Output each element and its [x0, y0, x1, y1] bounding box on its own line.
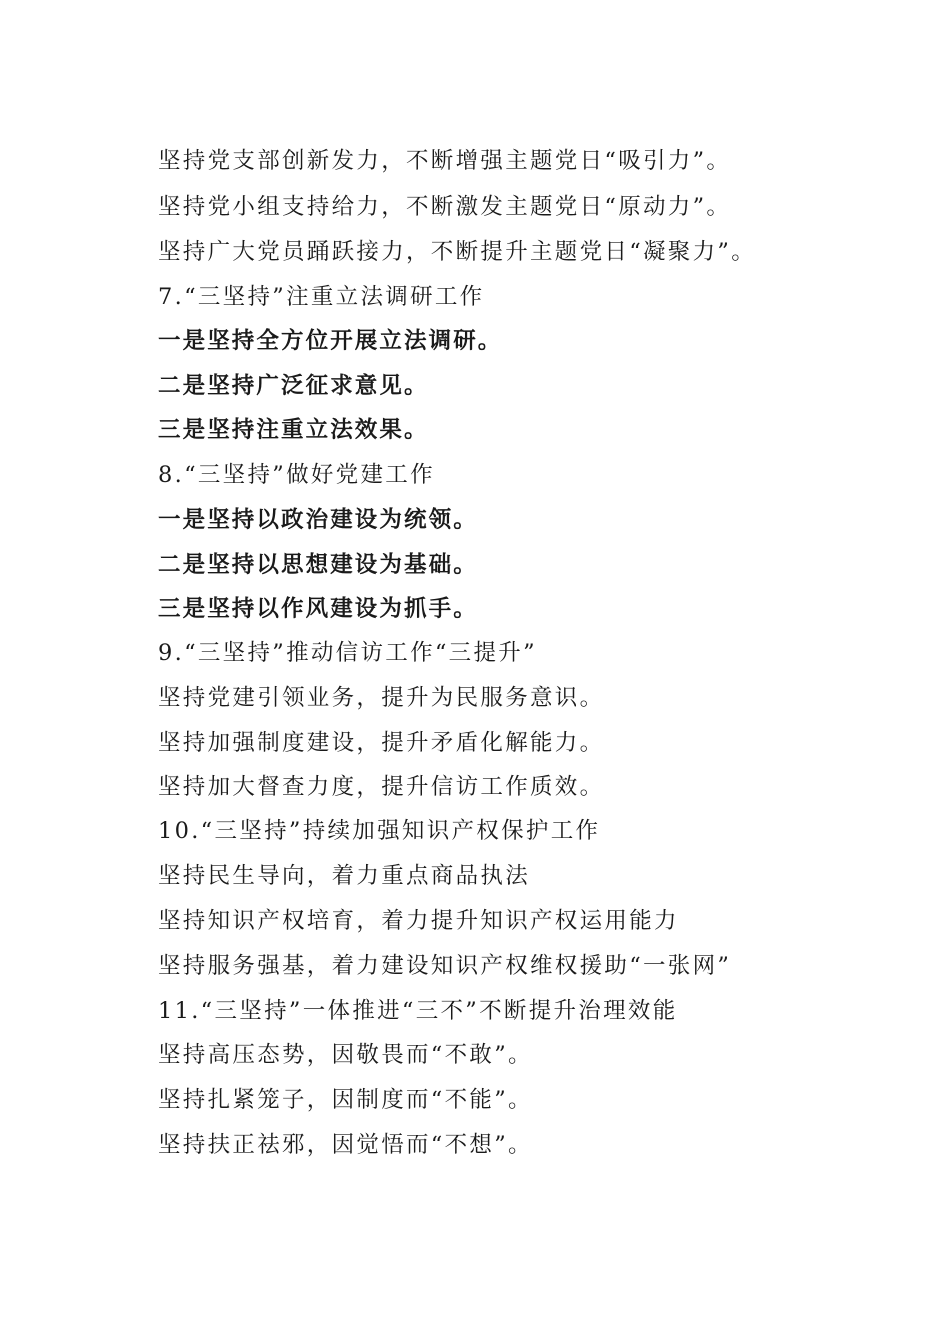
paragraph-line: 坚持高压态势，因敬畏而“不敢”。: [158, 1042, 533, 1068]
paragraph-line: 坚持扎紧笼子，因制度而“不能”。: [158, 1087, 533, 1113]
section-heading: 9.“三坚持”推动信访工作“三提升”: [158, 640, 537, 666]
paragraph-line: 坚持党支部创新发力，不断增强主题党日“吸引力”。: [158, 148, 732, 174]
paragraph-line: 坚持加大督查力度，提升信访工作质效。: [158, 774, 605, 800]
list-item: 三是坚持以作风建设为抓手。: [158, 596, 478, 622]
section-heading: 11.“三坚持”一体推进“三不”不断提升治理效能: [158, 998, 678, 1024]
paragraph-line: 坚持扶正祛邪，因觉悟而“不想”。: [158, 1132, 533, 1158]
list-item: 三是坚持注重立法效果。: [158, 417, 429, 443]
paragraph-line: 坚持服务强基，着力建设知识产权维权援助“一张网”: [158, 953, 732, 979]
paragraph-line: 坚持加强制度建设，提升矛盾化解能力。: [158, 730, 605, 756]
paragraph-line: 坚持知识产权培育，着力提升知识产权运用能力: [158, 908, 679, 934]
section-heading: 7.“三坚持”注重立法调研工作: [158, 284, 485, 310]
list-item: 一是坚持全方位开展立法调研。: [158, 328, 503, 354]
section-heading: 10.“三坚持”持续加强知识产权保护工作: [158, 818, 601, 844]
paragraph-line: 坚持民生导向，着力重点商品执法: [158, 863, 531, 889]
paragraph-line: 坚持广大党员踊跃接力，不断提升主题党日“凝聚力”。: [158, 239, 757, 265]
list-item: 一是坚持以政治建设为统领。: [158, 507, 478, 533]
paragraph-line: 坚持党小组支持给力，不断激发主题党日“原动力”。: [158, 194, 732, 220]
section-heading: 8.“三坚持”做好党建工作: [158, 462, 435, 488]
paragraph-line: 坚持党建引领业务，提升为民服务意识。: [158, 685, 605, 711]
list-item: 二是坚持广泛征求意见。: [158, 373, 429, 399]
list-item: 二是坚持以思想建设为基础。: [158, 552, 478, 578]
